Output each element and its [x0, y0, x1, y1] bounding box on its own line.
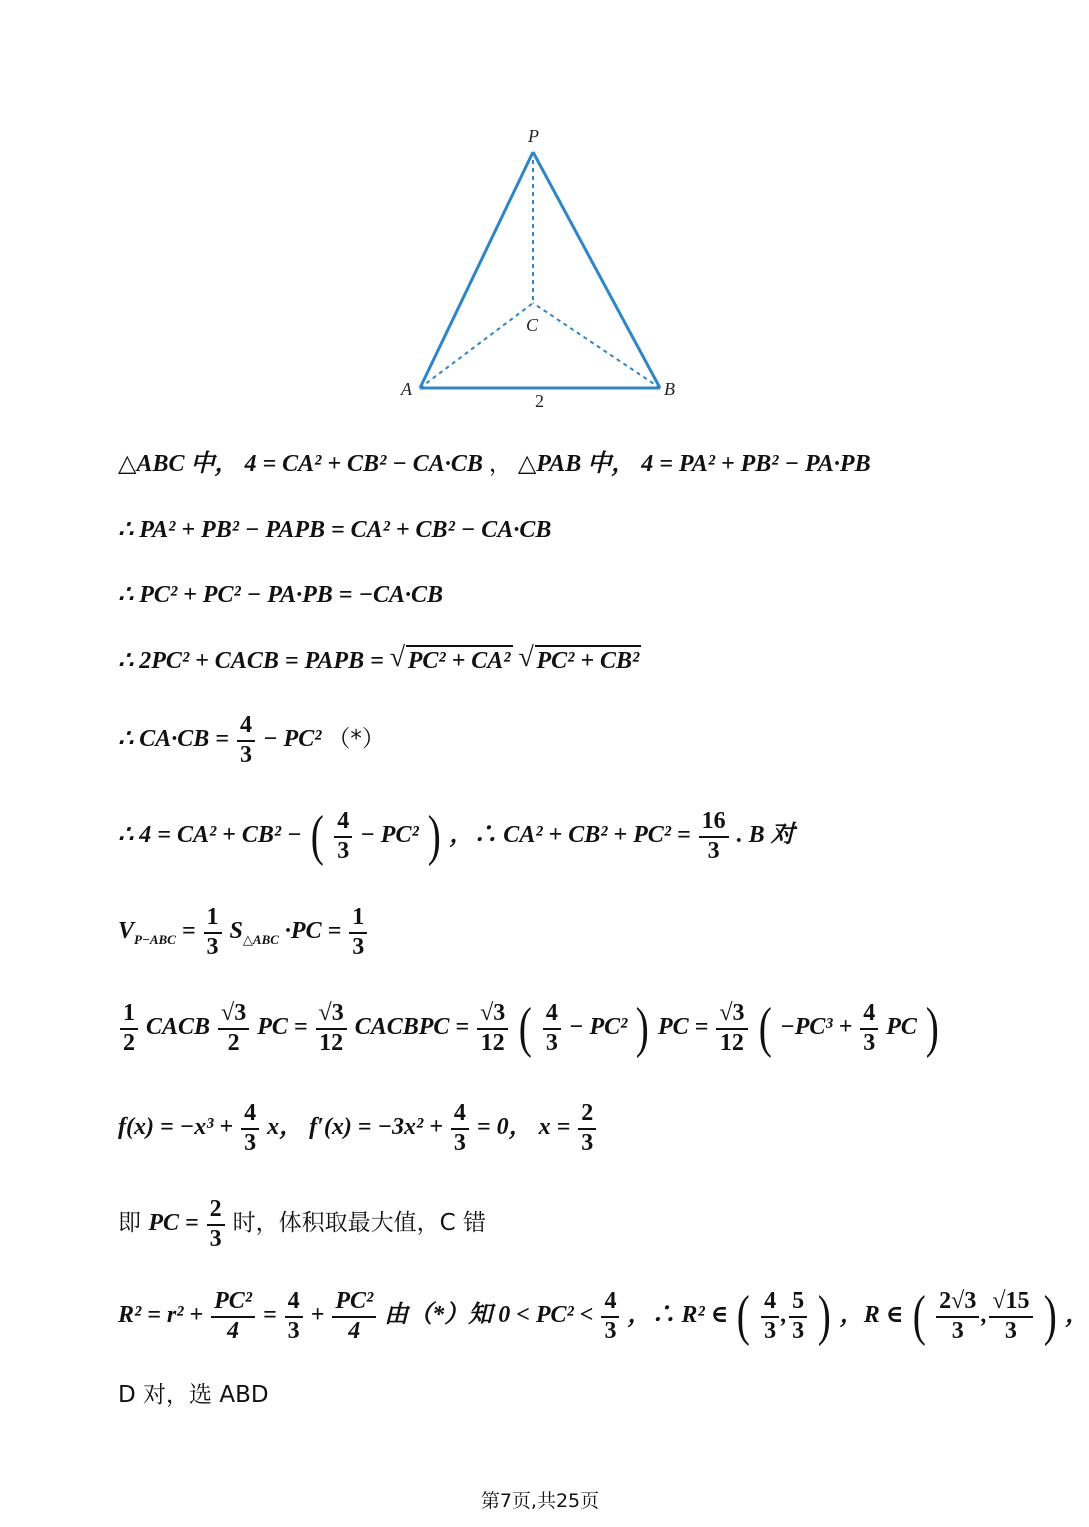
- edge-pb: [533, 152, 660, 388]
- fraction-4-3: $\frac{4}{3}$: [285, 1288, 303, 1345]
- left-paren-icon: (: [519, 997, 533, 1060]
- term: ，: [1065, 1302, 1089, 1329]
- left-paren-icon: (: [912, 1285, 926, 1348]
- fraction-pc2-4: $\frac{\text{PC²}}{4}$: [211, 1288, 255, 1345]
- fraction-2-3: $\frac{2}{3}$: [578, 1100, 596, 1157]
- fraction-5-3: $\frac{5}{3}$: [789, 1288, 807, 1345]
- left-paren-icon: (: [310, 805, 324, 868]
- term: PC =: [257, 1014, 314, 1041]
- right-paren-icon: ): [925, 997, 939, 1060]
- sqrt-pc-cb: [518, 642, 642, 676]
- radicand-2: PC² + CB²: [535, 645, 642, 676]
- label-a: A: [401, 379, 412, 399]
- solution-line-6: [118, 805, 795, 868]
- line-6-inner: − PC²: [360, 822, 419, 849]
- term: = 0，: [476, 1114, 533, 1141]
- right-paren-icon: ): [1043, 1285, 1057, 1348]
- fraction-4-3: $\frac{4}{3}$: [451, 1100, 469, 1157]
- label-b: B: [664, 379, 675, 399]
- term: +: [310, 1302, 331, 1329]
- line-7-mid: ·PC =: [284, 918, 348, 945]
- triangle-pab-label: △PAB 中，: [517, 451, 636, 477]
- derivative-f: f′(x) = −3x² +: [309, 1114, 449, 1141]
- line-3-text: ∴ PC² + PC² − PA·PB = −CA·CB: [118, 582, 444, 608]
- tetrahedron-figure: [395, 120, 695, 420]
- term: 即: [118, 1210, 149, 1237]
- equation-abc: 4 = CA² + CB² − CA·CB: [244, 451, 483, 477]
- fraction-1-3: $\frac{1}{3}$: [204, 904, 222, 961]
- function-f: f(x) = −x³ +: [118, 1114, 240, 1141]
- term: CACBPC =: [354, 1014, 476, 1041]
- fraction-4-3: $\frac{4}{3}$: [334, 808, 352, 865]
- fraction-4-3: $\frac{4}{3}$: [543, 1000, 561, 1057]
- line-2-text: ∴ PA² + PB² − PAPB = CA² + CB² − CA·CB: [118, 517, 552, 543]
- fraction-sqrt3-2: $\frac{√3}{2}$: [218, 1000, 249, 1057]
- separator: ，: [488, 451, 512, 477]
- edge-pa: [420, 152, 533, 388]
- answer-text: D 对，选 ABD: [118, 1382, 269, 1408]
- fraction-sqrt15-3: $\frac{√15}{3}$: [989, 1288, 1032, 1345]
- triangle-abc-label: △ABC 中，: [118, 451, 239, 477]
- right-paren-icon: ): [817, 1285, 831, 1348]
- edge-ac: [420, 303, 533, 388]
- line-6-end: . B 对: [736, 822, 795, 849]
- fraction-2sqrt3-3: $\frac{2√3}{3}$: [936, 1288, 979, 1345]
- solution-line-2: [118, 516, 551, 545]
- term: PC =: [148, 1210, 205, 1237]
- equals: =: [181, 918, 202, 945]
- solution-line-11: R² = r² + $\frac{\text{PC²}}{4}$ = $\frac{4}{3}$ + $\frac{\text{PC²}}{4}$ 由（*）知 0 < PC² < $\frac{4}{3}$ ，∴ R² ∈ ( $\frac{4}{3}$ , $\frac{5}{3}$ ) ，R ∈ ( $\frac{2√3}{3}$ , $\frac{√15}{3}$ ) ，: [118, 1285, 1089, 1348]
- term: x，: [267, 1114, 304, 1141]
- solution-line-7: [118, 904, 369, 961]
- solution-line-12: [118, 1382, 269, 1410]
- solution-line-1: [118, 450, 871, 479]
- fraction-4-3: $\frac{4}{3}$: [237, 712, 255, 769]
- fraction-4-3: $\frac{4}{3}$: [601, 1288, 619, 1345]
- term: PC: [886, 1014, 917, 1041]
- solution-line-5: [118, 712, 385, 769]
- solution-line-4: [118, 642, 641, 676]
- term: CACB: [146, 1014, 211, 1041]
- left-paren-icon: (: [758, 997, 772, 1060]
- right-paren-icon: ): [427, 805, 441, 868]
- page-number: 第7页,共25页: [480, 1490, 600, 1512]
- volume-symbol: $V_{P-ABC}$: [118, 918, 176, 947]
- fraction-1-3: $\frac{1}{3}$: [349, 904, 367, 961]
- term: −PC³ +: [780, 1014, 859, 1041]
- fraction-4-3: $\frac{4}{3}$: [241, 1100, 259, 1157]
- term: − PC²: [568, 1014, 628, 1041]
- equation-pab: 4 = PA² + PB² − PA·PB: [641, 451, 871, 477]
- fraction-sqrt3-12: $\frac{√3}{12}$: [716, 1000, 747, 1057]
- left-paren-icon: (: [737, 1285, 751, 1348]
- fraction-sqrt3-12: $\frac{√3}{12}$: [477, 1000, 508, 1057]
- label-ab-length: 2: [535, 391, 544, 411]
- right-paren-icon: ): [636, 997, 650, 1060]
- label-c: C: [526, 315, 539, 335]
- label-p: P: [528, 126, 539, 146]
- fraction-1-2: $\frac{1}{2}$: [120, 1000, 138, 1057]
- star-marker: （*）: [327, 726, 385, 753]
- solution-line-9: [118, 1100, 598, 1157]
- fraction-4-3: $\frac{4}{3}$: [860, 1000, 878, 1057]
- solution-line-3: [118, 581, 443, 610]
- edge-bc: [533, 303, 660, 388]
- term: x =: [538, 1114, 577, 1141]
- radical-icon: √: [518, 642, 534, 673]
- line-4-prefix: ∴ 2PC² + CACB = PAPB =: [118, 648, 390, 674]
- radicand-1: PC² + CA²: [406, 645, 513, 676]
- fraction-pc2-4: $\frac{\text{PC²}}{4}$: [332, 1288, 376, 1345]
- term: 由（*）知 0 < PC² <: [384, 1302, 600, 1329]
- term: ，R ∈: [839, 1302, 904, 1329]
- fraction-sqrt3-12: $\frac{√3}{12}$: [316, 1000, 347, 1057]
- conclusion-c: 时，体积取最大值，C 错: [232, 1210, 487, 1237]
- term: =: [262, 1302, 283, 1329]
- term: PC =: [657, 1014, 715, 1041]
- fraction-16-3: $\frac{16}{3}$: [699, 808, 729, 865]
- line-5-post: − PC²: [262, 726, 322, 753]
- term: R² = r² +: [118, 1302, 210, 1329]
- line-6-prefix: ∴ 4 = CA² + CB² −: [118, 822, 302, 849]
- radical-icon: √: [389, 642, 406, 673]
- fraction-2-3: $\frac{2}{3}$: [207, 1196, 225, 1253]
- fraction-4-3: $\frac{4}{3}$: [761, 1288, 779, 1345]
- sqrt-pc-ca: [389, 642, 513, 676]
- solution-line-8: [118, 997, 942, 1060]
- area-symbol: $S_{\triangle ABC}$: [229, 918, 279, 947]
- line-5-prefix: ∴ CA·CB =: [118, 726, 235, 753]
- line-6-mid: ，∴ CA² + CB² + PC² =: [449, 822, 697, 849]
- term: ，∴ R² ∈: [627, 1302, 729, 1329]
- solution-line-10: [118, 1196, 486, 1253]
